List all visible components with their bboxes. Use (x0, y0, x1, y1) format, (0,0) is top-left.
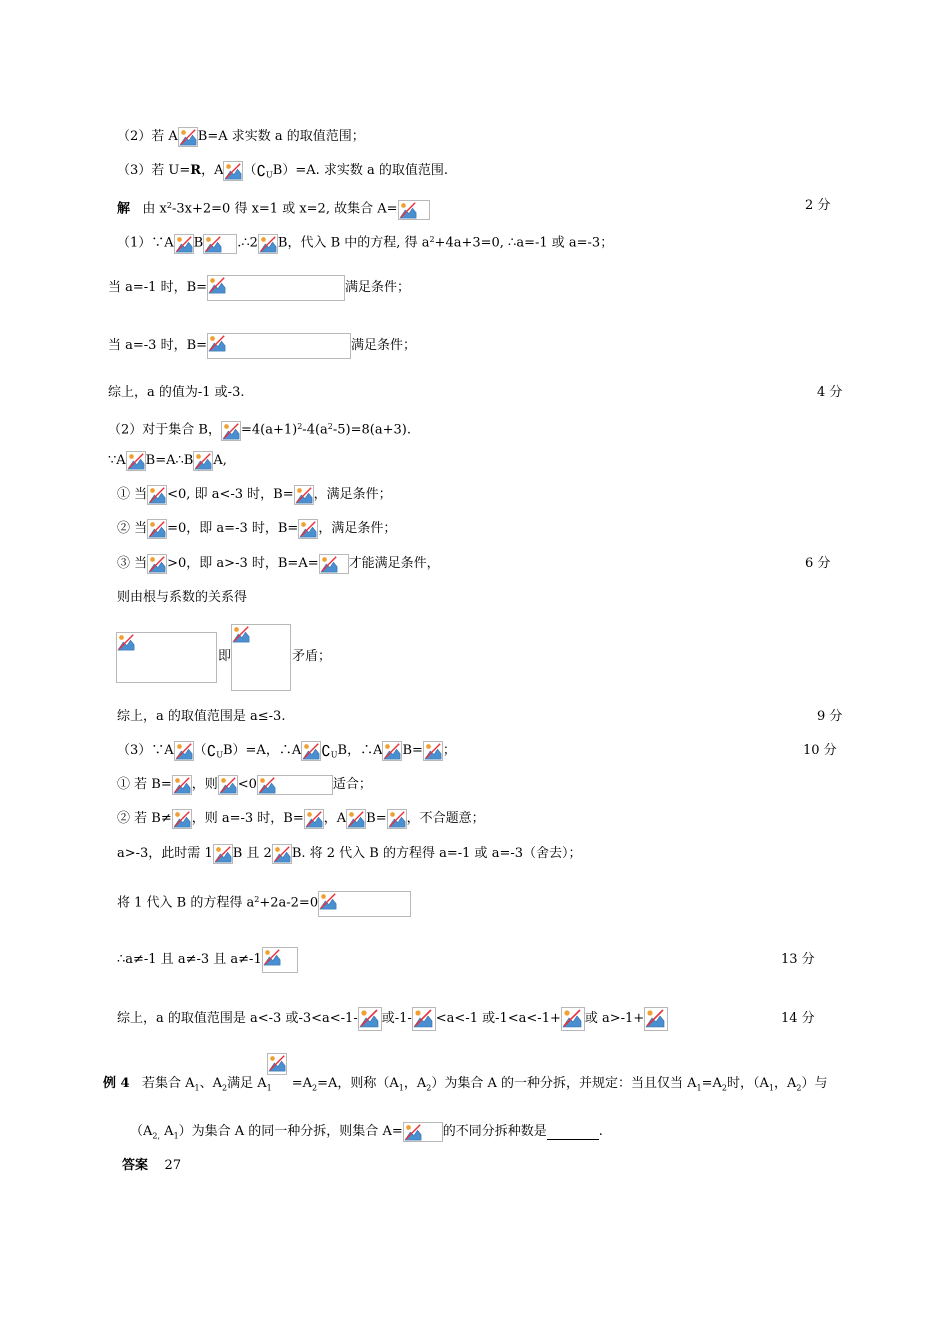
formula-image (304, 809, 324, 829)
formula-image (382, 741, 402, 761)
formula-image (398, 200, 430, 220)
formula-image (207, 275, 345, 301)
case-a-minus-3: 当 a=-3 时，B= 满足条件； (108, 333, 416, 359)
case-3-5: ∴a≠-1 且 a≠-3 且 a≠-1 (117, 947, 298, 973)
complement-symbol: ∁ (256, 162, 267, 180)
formula-image (358, 1007, 382, 1031)
complement-symbol: ∁ (321, 742, 331, 760)
case-3-2: ② 若 B≠ ，则 a=-3 时，B= ，A B= ，不合题意； (117, 808, 485, 830)
formula-image (174, 234, 194, 254)
formula-image (318, 891, 411, 917)
formula-image (231, 624, 291, 691)
score: 6 分 (805, 556, 831, 571)
formula-image (294, 485, 314, 505)
formula-image (221, 421, 241, 441)
case-a-minus-1: 当 a=-1 时，B= 满足条件； (108, 275, 410, 301)
formula-image (207, 333, 351, 359)
formula-image (412, 1007, 436, 1031)
formula-image (147, 519, 167, 539)
formula-image (147, 554, 167, 574)
formula-image (193, 451, 213, 471)
formula-image (319, 554, 349, 574)
formula-image (178, 127, 198, 147)
formula-image (218, 775, 238, 795)
case-2-2: ② 当 =0，即 a=-3 时，B= ，满足条件； (117, 518, 396, 540)
formula-image (203, 234, 237, 254)
part-2: （2）对于集合 B， $=4(a+1)^2-4(a^2-5)=8(a+3)$. (108, 416, 411, 438)
formula-image (346, 809, 366, 829)
contradiction-text: 矛盾； (292, 649, 332, 664)
answer-blank (547, 1125, 599, 1140)
case-3-4: 将 1 代入 B 的方程得 $a^2+2a-2=0$ (117, 887, 411, 913)
score: 13 分 (781, 952, 815, 967)
part-2-because: ∵A B=A∴B A, (108, 450, 227, 472)
vieta-line: 则由根与系数的关系得 (117, 590, 248, 605)
question-2: （2）若 A B=A 求实数 a 的取值范围； (117, 126, 365, 148)
formula-image (258, 234, 278, 254)
part-1: （1）∵A B .∴2 B，代入 B 中的方程, 得 $a^2+4a+3=0$, ∴a=-1 或 a=-3； (117, 229, 613, 251)
formula-image (262, 947, 298, 973)
ji-text: 即 (218, 649, 232, 664)
score: 10 分 (803, 743, 837, 758)
formula-image (267, 1053, 287, 1075)
formula-image (172, 775, 192, 795)
case-2-3: ③ 当 >0，即 a>-3 时，B=A= 才能满足条件， (117, 553, 440, 575)
complement-symbol: ∁ (206, 742, 217, 760)
formula-image (301, 741, 321, 761)
score: 2 分 (805, 198, 831, 213)
summary-2: 综上，a 的取值范围是 a≤-3. (117, 709, 286, 724)
case-3-3: a>-3，此时需 1 B 且 2 B. 将 2 代入 B 的方程得 a=-1 或 a=-3（舍去）； (117, 843, 582, 865)
example-4-cont: （$A_{2,}$ $A_1$）为集合 A 的同一种分拆，则集合 A= 的不同分拆种数是 . (130, 1124, 603, 1141)
formula-image (272, 844, 292, 864)
score: 9 分 (817, 709, 843, 724)
formula-image (174, 741, 194, 761)
formula-image (387, 809, 407, 829)
formula-image (257, 775, 333, 795)
formula-image (298, 519, 318, 539)
part-3: （3）∵A $(∁_UB)=A$，∴A $∁_UB$，∴A B= ； (117, 742, 456, 760)
formula-image (116, 632, 217, 683)
question-3: （3）若 U=R，A $(∁_UB)=A$. 求实数 a 的取值范围. (117, 162, 449, 180)
case-3-1: ① 若 B= ，则 <0 适合； (117, 774, 372, 796)
formula-image (172, 809, 192, 829)
answer: 答案 27 (122, 1158, 182, 1173)
solution-line: 解 由 $x^2-3x+2=0$ 得 x=1 或 x=2, 故集合 A= (117, 195, 430, 217)
formula-image (561, 1007, 585, 1031)
case-2-1: ① 当 <0, 即 a<-3 时，B= ，满足条件； (117, 484, 392, 506)
formula-image (223, 161, 243, 181)
formula-image (403, 1122, 443, 1142)
formula-image (147, 485, 167, 505)
formula-image (644, 1007, 668, 1031)
formula-image (126, 451, 146, 471)
example-4: 例 4 若集合 $A_1$、$A_2$满足 $A_1 =A_2=A$，则称（$A_1$，$A_2$）为集合 A 的一种分拆，并规定：当且仅当 $A_1=A_2$时，（$A_1$，$A_2$）与 (103, 1076, 828, 1093)
summary-1: 综上，a 的值为-1 或-3. (108, 385, 245, 400)
score: 4 分 (817, 385, 843, 400)
summary-3: 综上，a 的取值范围是 a<-3 或-3<a<-1- 或-1- <a<-1 或-1<a<-1+ 或 a>-1+ (117, 1006, 668, 1032)
score: 14 分 (781, 1011, 815, 1026)
formula-image (423, 741, 443, 761)
formula-image (213, 844, 233, 864)
